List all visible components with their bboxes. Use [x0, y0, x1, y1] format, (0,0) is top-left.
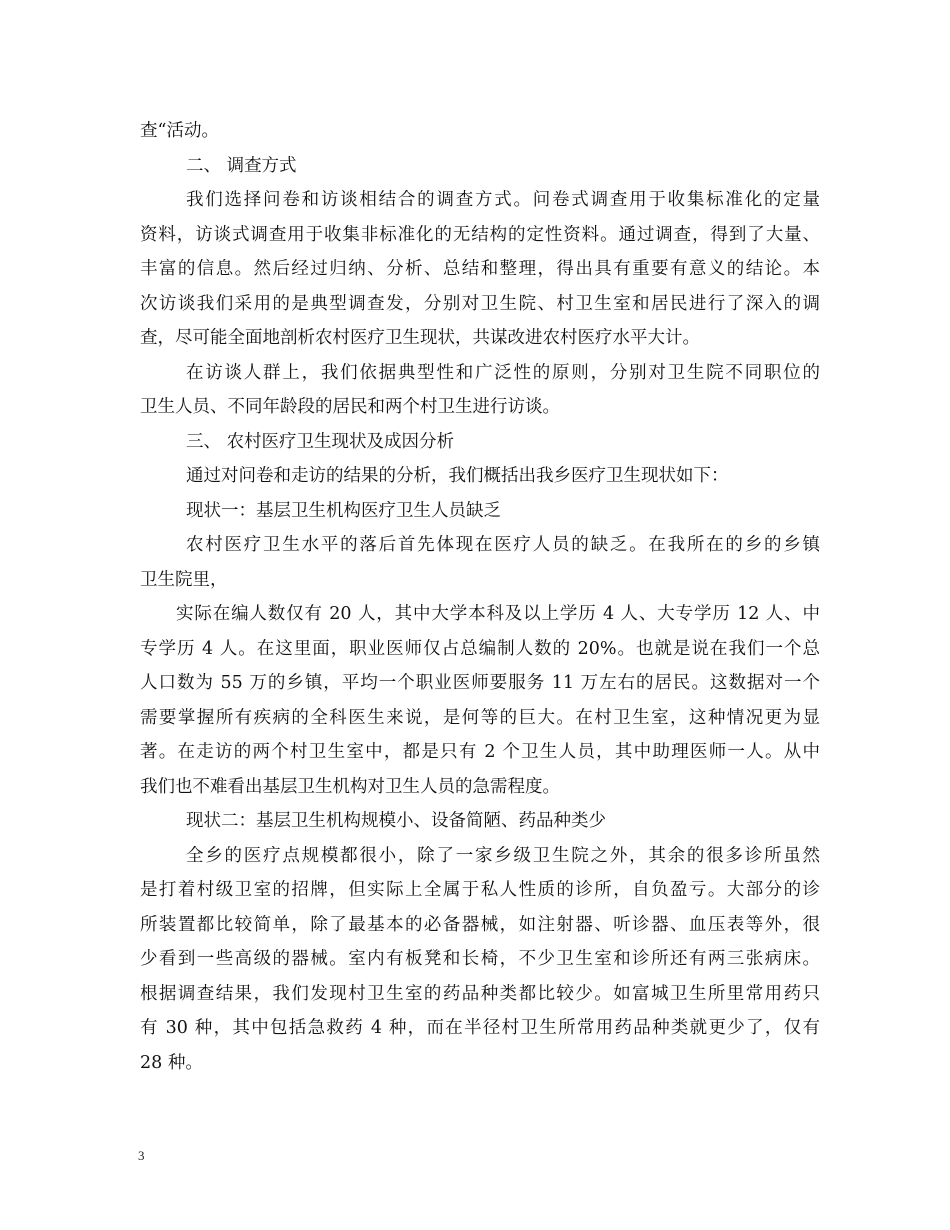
text-line: 三、 农村医疗卫生现状及成因分析	[186, 431, 455, 452]
text-line: 根据调查结果，我们发现村卫生室的药品种类都比较少。如富城卫生所里常用药只	[140, 983, 820, 1004]
document-body	[140, 114, 820, 1080]
text-line: 农村医疗卫生水平的落后首先体现在医疗人员的缺乏。在我所在的乡的乡镇	[186, 535, 820, 555]
text-line: 28 种。	[140, 1052, 203, 1073]
text-line: 所装置都比较简单，除了最基本的必备器械，如注射器、听诊器、血压表等外，很	[140, 914, 820, 935]
text-line: 少看到一些高级的器械。室内有板凳和长椅，不少卫生室和诊所还有两三张病床。	[140, 949, 820, 969]
text-line: 著。在走访的两个村卫生室中，都是只有 2 个卫生人员，其中助理医师一人。从中	[140, 742, 820, 762]
text-line: 是打着村级卫室的招牌，但实际上全属于私人性质的诊所，自负盈亏。大部分的诊	[140, 880, 820, 900]
text-line: 二、 调查方式	[186, 155, 297, 176]
text-line: 有 30 种，其中包括急救药 4 种，而在半径村卫生所常用药品种类就更少了，仅有	[140, 1018, 820, 1038]
text-line: 现状二：基层卫生机构规模小、设备简陋、药品种类少	[186, 811, 606, 831]
text-line: 卫生人员、不同年龄段的居民和两个村卫生进行访谈。	[140, 397, 560, 417]
text-line: 通过对问卷和走访的结果的分析，我们概括出我乡医疗卫生现状如下：	[186, 466, 729, 486]
text-line: 现状一：基层卫生机构医疗卫生人员缺乏	[186, 500, 501, 521]
text-line: 查，尽可能全面地剖析农村医疗卫生现状，共谋改进农村医疗水平大计。	[140, 328, 700, 348]
text-line: 需要掌握所有疾病的全科医生来说，是何等的巨大。在村卫生室，这种情况更为显	[140, 707, 820, 728]
text-line: 次访谈我们采用的是典型调查发，分别对卫生院、村卫生室和居民进行了深入的调	[140, 293, 820, 314]
page-number: 3	[138, 1148, 145, 1163]
text-line: 我们选择问卷和访谈相结合的调查方式。问卷式调查用于收集标准化的定量	[186, 190, 820, 210]
text-line: 卫生院里，	[140, 569, 228, 590]
text-line: 人口数为 55 万的乡镇，平均一个职业医师要服务 11 万左右的居民。这数据对一个	[140, 673, 820, 693]
text-line: 丰富的信息。然后经过归纳、分析、总结和整理，得出具有重要有意义的结论。本	[140, 259, 820, 279]
text-line: 查“活动。	[140, 121, 219, 141]
text-line: 专学历 4 人。在这里面，职业医师仅占总编制人数的 20%。也就是说在我们一个总	[140, 638, 820, 659]
text-line: 实际在编人数仅有 20 人，其中大学本科及以上学历 4 人、大专学历 12 人、中	[176, 604, 820, 624]
text-line: 我们也不难看出基层卫生机构对卫生人员的急需程度。	[140, 776, 560, 797]
text-line: 在访谈人群上，我们依据典型性和广泛性的原则，分别对卫生院不同职位的	[186, 362, 820, 383]
text-line: 全乡的医疗点规模都很小，除了一家乡级卫生院之外，其余的很多诊所虽然	[186, 845, 820, 866]
text-line: 资料，访谈式调查用于收集非标准化的无结构的定性资料。通过调查，得到了大量、	[140, 224, 820, 245]
